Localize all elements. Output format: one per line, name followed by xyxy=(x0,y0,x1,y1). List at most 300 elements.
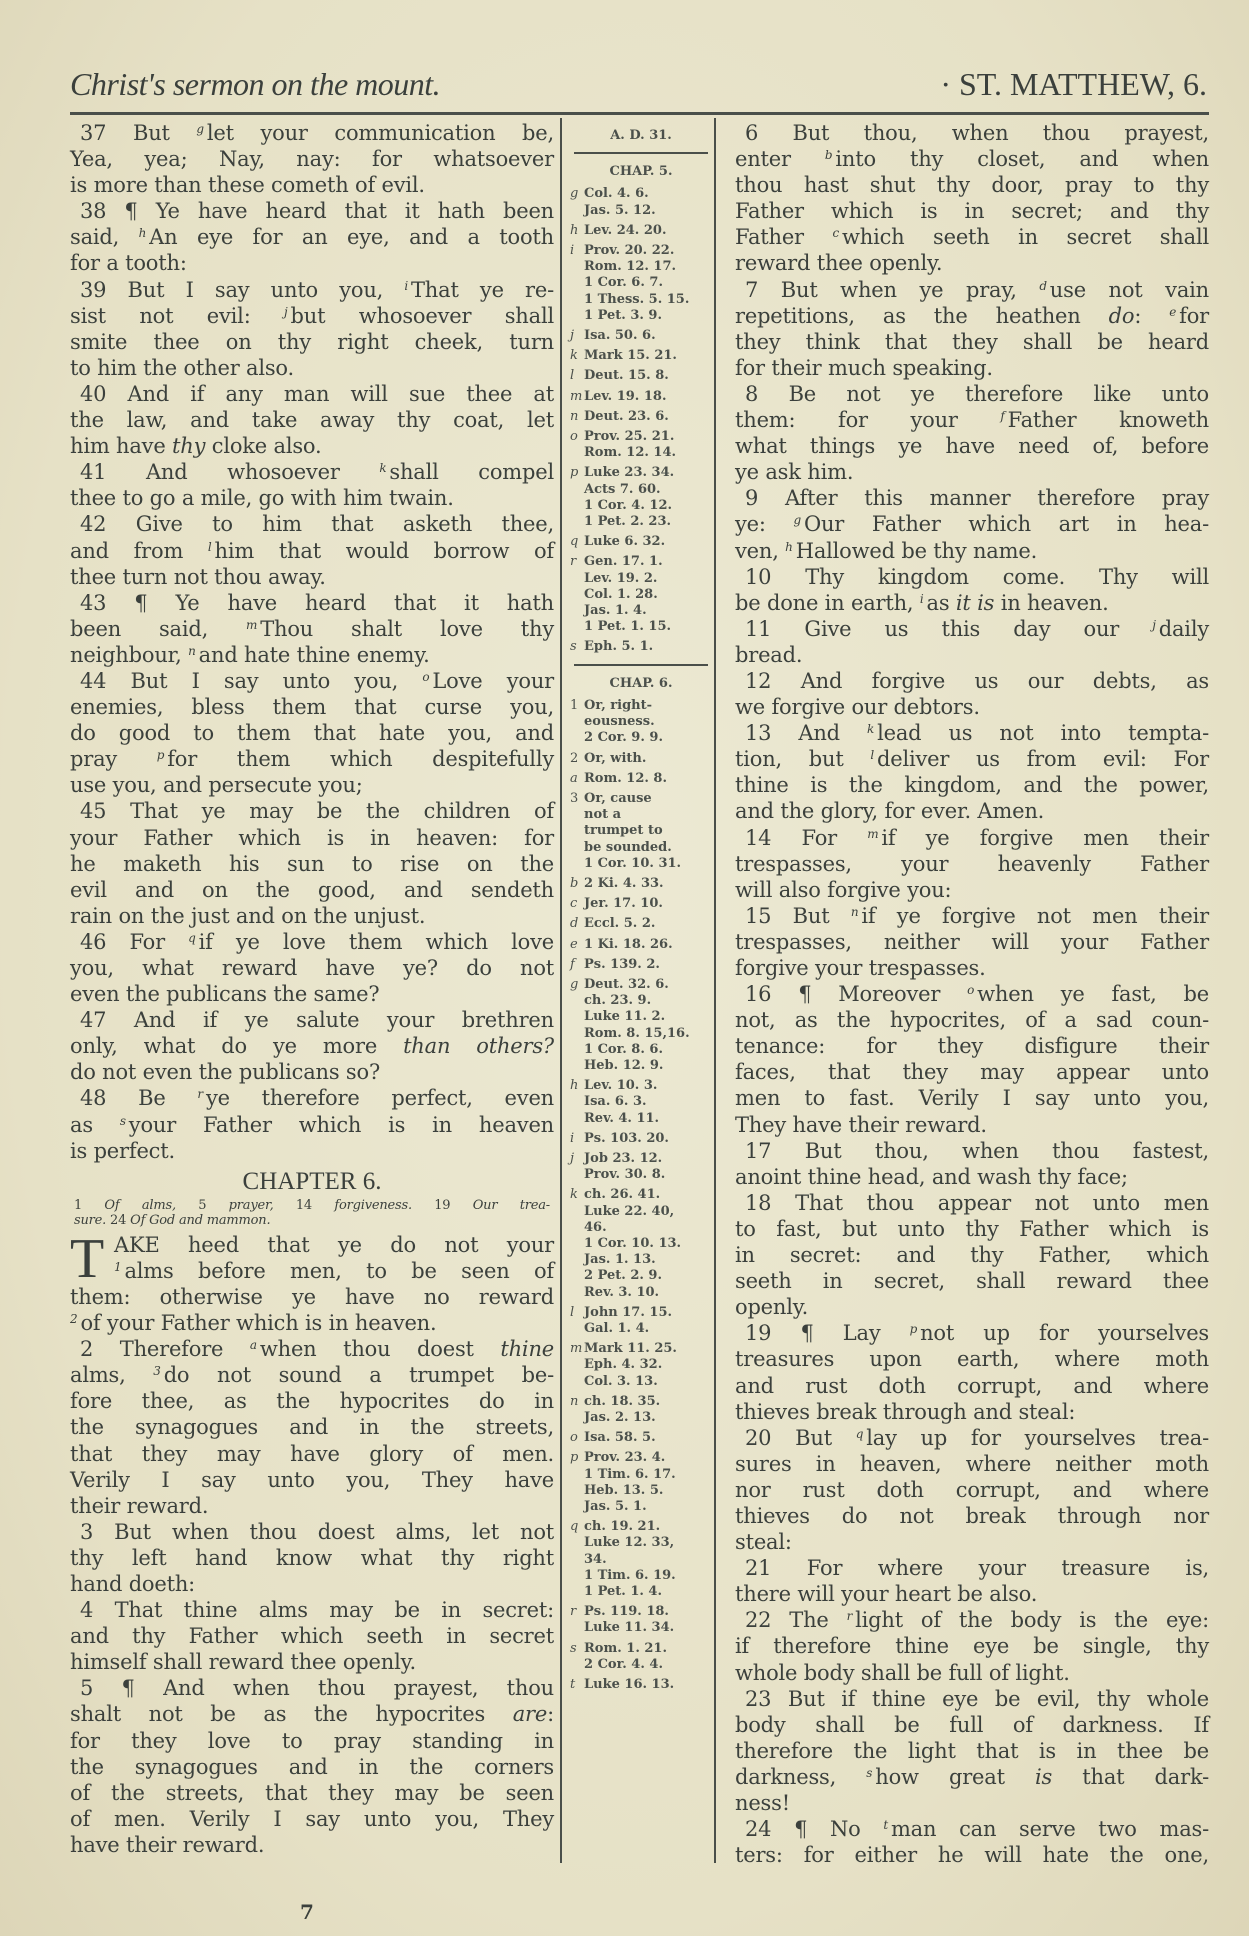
reference-mark: c xyxy=(570,896,578,912)
verse-paragraph xyxy=(70,459,554,511)
text-line: said, $^h$ An eye for an eye, and a tooth xyxy=(70,225,554,250)
verse-paragraph xyxy=(735,1138,1209,1190)
reference-line: 1 Cor. 8. 6. xyxy=(584,1041,663,1057)
text-line: 22 The $^r$ light of the body is the eye: xyxy=(745,1608,1209,1633)
italic-text: do xyxy=(1108,303,1135,328)
text-line: and from $^l$ him that would borrow of xyxy=(70,538,555,563)
cross-reference xyxy=(570,1677,712,1693)
reference-line: trumpet to xyxy=(584,823,663,839)
reference-line: p Prov. 23. 4. xyxy=(570,1450,666,1466)
reference-mark: r xyxy=(570,554,577,570)
text-line: of the streets, that they may be seen xyxy=(70,1780,554,1805)
text-line: do not even the publicans so? xyxy=(70,1060,381,1085)
reference-line: Luke 22. 40, xyxy=(584,1203,675,1219)
text-line: body shall be full of darkness. If xyxy=(735,1712,1209,1737)
reference-line: s Rom. 1. 21. xyxy=(570,1640,667,1656)
cross-reference xyxy=(570,409,712,425)
reference-mark: p xyxy=(909,1322,918,1337)
cross-reference xyxy=(570,1519,712,1600)
reference-line: b 2 Ki. 4. 33. xyxy=(570,875,664,891)
reference-line: Acts 7. 60. xyxy=(584,481,661,497)
cross-reference xyxy=(570,243,712,324)
text-line: pray $^p$ for them which despitefully xyxy=(70,747,554,772)
reference-line: not a xyxy=(584,807,622,823)
reference-line: 2 Or, with. xyxy=(570,750,647,766)
reference-mark: l xyxy=(570,1304,575,1320)
text-line: ness! xyxy=(735,1791,790,1815)
reference-line: Luke 12. 33, xyxy=(584,1535,675,1551)
reference-line: Rev. 3. 10. xyxy=(584,1284,660,1300)
reference-mark: m xyxy=(570,1341,583,1357)
reference-line: Rom. 12. 14. xyxy=(584,445,677,461)
verse-paragraph xyxy=(70,798,554,928)
text-line: Father which is in secret; and thy xyxy=(735,199,1209,224)
reference-mark: c xyxy=(832,226,839,241)
text-line: enemies, bless them that curse you, xyxy=(70,695,554,720)
cross-reference xyxy=(570,223,712,239)
cross-reference xyxy=(570,916,712,932)
text-line: is more than these cometh of evil. xyxy=(70,173,425,198)
reference-line: 1 Pet. 1. 15. xyxy=(584,619,672,635)
reference-mark: o xyxy=(570,1430,578,1446)
text-line: been said, $^m$ Thou shalt love thy xyxy=(70,616,554,641)
verse-paragraph xyxy=(70,511,554,589)
verse-paragraph xyxy=(70,1085,554,1163)
italic-text: Of alms, xyxy=(104,1197,176,1213)
text-line: and thy Father which seeth in secret xyxy=(70,1624,554,1649)
text-line: 14 For $^m$ if ye forgive men their xyxy=(745,825,1209,850)
column-divider-right xyxy=(714,118,716,1863)
reference-line: f Ps. 139. 2. xyxy=(570,956,660,972)
text-line: will also forgive you: xyxy=(735,877,952,902)
cross-reference xyxy=(570,1078,712,1127)
reference-line: q ch. 19. 21. xyxy=(570,1519,661,1535)
reference-mark: k xyxy=(570,348,578,364)
reference-mark: i xyxy=(919,591,924,606)
cross-reference xyxy=(570,957,712,973)
reference-line: 2 Cor. 4. 4. xyxy=(584,1656,663,1672)
reference-line: 1 Cor. 4. 12. xyxy=(584,497,673,513)
cross-reference xyxy=(570,465,712,530)
verse-paragraph xyxy=(735,616,1209,668)
text-line: 19 ¶ Lay $^p$ not up for yourselves xyxy=(745,1321,1210,1346)
text-line: the law, and take away thy coat, let xyxy=(70,408,554,433)
reference-mark: j xyxy=(570,1150,575,1166)
reference-line: h Lev. 10. 3. xyxy=(570,1078,658,1094)
reference-line: a Rom. 12. 8. xyxy=(570,770,667,786)
text-line: hand doeth: xyxy=(70,1571,196,1596)
reference-mark: g xyxy=(570,186,579,202)
text-line: They have their reward. xyxy=(735,1112,987,1137)
text-line: AKE heed that ye do not your xyxy=(114,1232,554,1257)
text-line: smite thee on thy right cheek, turn xyxy=(70,329,554,354)
margin-chapter-heading: CHAP. 5. xyxy=(609,164,673,180)
text-line: therefore the light that is in thee be xyxy=(735,1738,1209,1763)
text-line: 6 But thou, when thou prayest, xyxy=(745,121,1209,145)
reference-mark: h xyxy=(785,539,793,554)
text-line: and rust doth corrupt, and where xyxy=(735,1373,1209,1398)
reference-mark: 2 xyxy=(70,1312,78,1327)
italic-text: are xyxy=(512,1702,548,1727)
text-line: 37 But $^g$ let your communication be, xyxy=(80,121,554,145)
verse-paragraph xyxy=(70,1227,554,1336)
text-line: for their much speaking. xyxy=(735,355,993,380)
text-line: thee turn not thou away. xyxy=(70,564,326,589)
reference-line: be sounded. xyxy=(584,839,672,855)
cross-reference xyxy=(570,1131,712,1147)
reference-mark: l xyxy=(570,368,575,384)
text-line: 23 But if thine eye be evil, thy whole xyxy=(745,1686,1209,1711)
verse-paragraph xyxy=(70,1675,554,1858)
reference-mark: i xyxy=(404,278,408,293)
text-line: if therefore thine eye be single, thy xyxy=(735,1634,1209,1659)
verse-paragraph xyxy=(735,1190,1209,1320)
text-line: 17 But thou, when thou fastest, xyxy=(745,1138,1209,1163)
text-line: they think that they shall be heard xyxy=(735,329,1209,354)
reference-mark: h xyxy=(570,222,579,238)
reference-line: Prov. 30. 8. xyxy=(584,1167,666,1183)
italic-text: thy xyxy=(172,434,206,459)
reference-mark: s xyxy=(119,1113,126,1128)
reference-line: p Luke 23. 34. xyxy=(570,465,675,481)
cross-reference xyxy=(570,1430,712,1446)
text-line: anoint thine head, and wash thy face; xyxy=(735,1164,1128,1189)
text-line: have their reward. xyxy=(70,1832,265,1857)
text-line: thou hast shut thy door, pray to thy xyxy=(735,173,1209,198)
reference-line: 1 Tim. 6. 17. xyxy=(584,1466,676,1482)
reference-mark: d xyxy=(1039,278,1047,293)
text-line: fore thee, as the hypocrites do in xyxy=(70,1389,554,1414)
reference-mark: h xyxy=(138,226,147,241)
reference-line: Eph. 4. 32. xyxy=(584,1357,663,1373)
reference-mark: g xyxy=(570,976,579,992)
text-line: for they love to pray standing in xyxy=(70,1728,554,1753)
verse-paragraph xyxy=(735,903,1209,981)
column-divider-left xyxy=(560,118,562,1863)
verse-paragraph xyxy=(735,277,1209,381)
text-line: 12 And forgive us our debts, as xyxy=(745,668,1209,693)
reference-line: 2 Pet. 2. 9. xyxy=(584,1268,662,1284)
reference-line: 1 Thess. 5. 15. xyxy=(584,291,690,307)
text-line: thy left hand know what thy right xyxy=(70,1545,554,1570)
text-line: openly. xyxy=(735,1295,809,1320)
text-line: in secret: and thy Father, which xyxy=(735,1243,1209,1268)
text-line: their reward. xyxy=(70,1493,209,1518)
text-line: the synagogues and in the corners xyxy=(70,1754,554,1779)
text-line: enter $^b$ into thy closet, and when xyxy=(735,147,1209,172)
text-line: use you, and persecute you; xyxy=(70,773,363,798)
verse-paragraph xyxy=(735,120,1209,277)
reference-mark: g xyxy=(793,513,801,528)
text-line: is perfect. xyxy=(70,1138,175,1163)
reference-line: 1 Tim. 6. 19. xyxy=(584,1567,676,1583)
reference-line: Rom. 12. 17. xyxy=(584,259,677,275)
verse-paragraph xyxy=(70,929,554,1007)
reference-line: 1 Or, right- xyxy=(570,697,653,713)
reference-mark: q xyxy=(855,1426,864,1441)
reference-line: e 1 Ki. 18. 26. xyxy=(570,936,673,952)
text-line: neighbour, $^n$ and hate thine enemy. xyxy=(70,642,430,667)
text-line: we forgive our debtors. xyxy=(735,695,980,720)
italic-text: Our trea- xyxy=(472,1197,550,1213)
text-line: only, what do ye more than others? xyxy=(70,1034,554,1059)
reference-mark: l xyxy=(207,539,212,554)
text-line: shalt not be as the hypocrites are: xyxy=(70,1702,554,1727)
reference-mark: r xyxy=(197,1087,203,1102)
reference-line: Col. 1. 28. xyxy=(584,586,658,602)
cross-reference xyxy=(570,429,712,461)
reference-line: q Luke 6. 32. xyxy=(570,534,666,550)
reference-mark: q xyxy=(570,1519,579,1535)
text-line: 47 And if ye salute your brethren xyxy=(80,1008,554,1033)
text-line: bread. xyxy=(735,642,803,667)
verse-paragraph xyxy=(735,825,1209,903)
text-line: thine is the kingdom, and the power, xyxy=(735,773,1209,798)
italic-text: sure. xyxy=(74,1212,107,1228)
verse-paragraph xyxy=(70,1597,554,1675)
verse-paragraph xyxy=(735,668,1209,720)
text-line: treasures upon earth, where moth xyxy=(735,1347,1209,1372)
reference-mark: k xyxy=(570,1187,578,1203)
reference-line: s Eph. 5. 1. xyxy=(570,639,654,655)
reference-mark: s xyxy=(570,1640,577,1656)
reference-line: 34. xyxy=(584,1551,607,1567)
margin-rule xyxy=(574,152,708,154)
verse-paragraph xyxy=(735,381,1209,485)
italic-text: it is xyxy=(955,590,995,615)
reference-mark: d xyxy=(570,916,579,932)
marginal-references-column xyxy=(570,122,712,1697)
text-line: 21 For where your treasure is, xyxy=(745,1556,1209,1581)
text-line: thieves do not break through nor xyxy=(735,1503,1209,1528)
text-line: sist not evil: $^j$ but whosoever shall xyxy=(70,303,554,328)
text-line: sure. 24 Of God and mammon. xyxy=(74,1212,271,1228)
text-line: 4 That thine alms may be in secret: xyxy=(80,1598,554,1623)
text-line: Verily I say unto you, They have xyxy=(70,1467,554,1492)
reference-line: i Ps. 103. 20. xyxy=(570,1130,669,1146)
verse-paragraph xyxy=(70,198,554,276)
text-line: as $^s$ your Father which is in heaven xyxy=(70,1112,554,1137)
reference-line: Jas. 5. 1. xyxy=(584,1499,647,1515)
text-line: seeth in secret, shall reward thee xyxy=(735,1269,1209,1294)
reference-line: 1 Cor. 10. 13. xyxy=(584,1235,682,1251)
reference-line: r Ps. 119. 18. xyxy=(570,1604,669,1620)
reference-mark: n xyxy=(188,643,196,658)
cross-reference xyxy=(570,534,712,550)
text-line: thieves break through and steal: xyxy=(735,1399,1076,1424)
text-line: 48 Be $^r$ ye therefore perfect, even xyxy=(80,1086,554,1111)
verse-paragraph xyxy=(70,1519,554,1597)
reference-mark: k xyxy=(379,461,387,476)
reference-line: Rev. 4. 11. xyxy=(584,1110,660,1126)
reference-mark: m xyxy=(867,826,879,841)
reference-mark: 3 xyxy=(570,790,579,806)
reference-line: Luke 11. 2. xyxy=(584,1009,666,1025)
chapter-summary xyxy=(70,1198,554,1228)
text-line: that they may have glory of men. xyxy=(70,1441,554,1466)
text-line: 7 But when ye pray, $^d$ use not vain xyxy=(745,277,1209,302)
verse-paragraph xyxy=(70,668,554,798)
text-line: 45 That ye may be the children of xyxy=(80,799,554,824)
reference-mark: q xyxy=(188,930,196,945)
text-line: 41 And whosoever $^k$ shall compel xyxy=(80,460,554,485)
text-line: them: for your $^f$ Father knoweth xyxy=(735,408,1210,433)
running-head-title: Christ's sermon on the mount. xyxy=(70,66,441,102)
text-line: Father $^c$ which seeth in secret shall xyxy=(735,225,1209,250)
reference-mark: k xyxy=(867,722,875,737)
reference-line: 1 Cor. 6. 7. xyxy=(584,275,663,291)
header-rule xyxy=(70,112,1209,115)
text-line: 39 But I say unto you, $^i$ That ye re- xyxy=(80,277,554,302)
text-line: 42 Give to him that asketh thee, xyxy=(80,512,554,537)
reference-mark: f xyxy=(1000,409,1005,424)
reference-line: r Gen. 17. 1. xyxy=(570,554,663,570)
reference-line: ch. 23. 9. xyxy=(584,993,652,1009)
verse-paragraph xyxy=(735,1320,1209,1424)
reference-mark: p xyxy=(570,1450,579,1466)
reference-mark: e xyxy=(1169,304,1177,319)
text-line: of men. Verily I say unto you, They xyxy=(70,1806,554,1831)
reference-line: Jas. 1. 13. xyxy=(584,1252,656,1268)
text-line: 24 ¶ No $^t$ man can serve two mas- xyxy=(745,1817,1210,1842)
reference-line: i Prov. 20. 22. xyxy=(570,243,675,259)
cross-reference xyxy=(570,937,712,953)
text-line: him have thy cloke also. xyxy=(70,434,322,459)
drop-cap-initial: T xyxy=(70,1227,105,1290)
text-line: 20 But $^q$ lay up for yourselves trea- xyxy=(745,1425,1209,1450)
cross-reference xyxy=(570,896,712,912)
reference-line: n ch. 18. 35. xyxy=(570,1393,661,1409)
text-line: 40 And if any man will sue thee at xyxy=(80,381,554,406)
verse-paragraph xyxy=(735,1555,1209,1607)
reference-line: Lev. 19. 2. xyxy=(584,570,658,586)
reference-mark: b xyxy=(824,148,833,163)
cross-reference xyxy=(570,977,712,1074)
left-text-column xyxy=(70,120,554,1858)
text-line: your Father which is in heaven: for xyxy=(70,825,554,850)
reference-line: Gal. 1. 4. xyxy=(584,1321,650,1336)
text-line: sures in heaven, where neither moth xyxy=(735,1451,1209,1476)
verse-paragraph xyxy=(70,277,554,381)
text-line: 11 Give us this day our $^j$ daily xyxy=(745,616,1209,641)
reference-mark: o xyxy=(967,983,975,998)
reference-mark: h xyxy=(570,1078,579,1094)
text-line: trespasses, neither will your Father xyxy=(735,929,1209,954)
text-line: himself shall reward thee openly. xyxy=(70,1650,416,1675)
text-line: whole body shall be full of light. xyxy=(735,1660,1070,1685)
text-line: ye ask him. xyxy=(735,460,854,485)
text-line: 46 For $^q$ if ye love them which love xyxy=(80,929,554,954)
italic-text: prayer, xyxy=(228,1197,274,1213)
reference-line: k ch. 26. 41. xyxy=(570,1187,661,1203)
reference-mark: a xyxy=(249,1338,257,1353)
reference-mark: t xyxy=(883,1818,888,1833)
reference-mark: r xyxy=(570,1604,577,1620)
verse-paragraph xyxy=(735,720,1209,824)
reference-line: c Jer. 17. 10. xyxy=(570,896,663,912)
cross-reference xyxy=(570,751,712,767)
reference-line: t Luke 16. 13. xyxy=(570,1677,675,1693)
reference-mark: m xyxy=(246,617,258,632)
margin-chapter-heading: CHAP. 6. xyxy=(609,675,673,691)
reference-line: Col. 3. 13. xyxy=(584,1373,658,1389)
reference-line: Heb. 13. 5. xyxy=(584,1482,664,1498)
reference-line: 1 Cor. 10. 31. xyxy=(584,855,682,871)
text-line: 16 ¶ Moreover $^o$ when ye fast, be xyxy=(745,982,1209,1007)
italic-text: is xyxy=(1035,1764,1053,1789)
text-line: ven, $^h$ Hallowed be thy name. xyxy=(735,538,1038,563)
text-line: the synagogues and in the streets, xyxy=(70,1415,554,1440)
reference-line: Isa. 6. 3. xyxy=(584,1094,647,1110)
text-line: $^1$ alms before men, to be seen of xyxy=(114,1258,554,1283)
reference-mark: s xyxy=(570,639,577,655)
text-line: steal: xyxy=(735,1530,792,1555)
reference-line: l Deut. 15. 8. xyxy=(570,368,669,384)
running-head-book-chapter: · ST. MATTHEW, 6. xyxy=(940,66,1207,102)
text-line: he maketh his sun to rise on the xyxy=(70,851,554,876)
margin-rule xyxy=(574,664,708,666)
text-line: 44 But I say unto you, $^o$ Love your xyxy=(80,668,554,693)
text-line: do good to them that hate you, and xyxy=(70,721,554,746)
text-line: rain on the just and on the unjust. xyxy=(70,903,426,928)
reference-mark: i xyxy=(570,1130,575,1146)
reference-line: j Job 23. 12. xyxy=(570,1150,663,1166)
italic-text: than others? xyxy=(403,1034,554,1059)
cross-reference xyxy=(570,1341,712,1390)
cross-reference xyxy=(570,328,712,344)
reference-mark: r xyxy=(846,1609,853,1624)
cross-reference xyxy=(570,368,712,384)
text-line: $^2$ of your Father which is in heaven. xyxy=(70,1311,437,1336)
verse-paragraph xyxy=(70,590,554,668)
cross-reference xyxy=(570,186,712,218)
verse-paragraph xyxy=(735,564,1209,616)
reference-mark: n xyxy=(570,1393,579,1409)
reference-mark: b xyxy=(570,875,579,891)
right-text-column xyxy=(735,120,1209,1868)
cross-reference xyxy=(570,1450,712,1515)
reference-mark: n xyxy=(850,904,859,919)
text-line: alms, $^3$ do not sound a trumpet be- xyxy=(70,1363,555,1388)
reference-line: o Prov. 25. 21. xyxy=(570,429,675,445)
reference-line: Jas. 2. 13. xyxy=(584,1410,656,1426)
reference-mark: j xyxy=(1152,617,1156,632)
text-line: 8 Be not ye therefore like unto xyxy=(745,381,1209,406)
text-line: 18 That thou appear not unto men xyxy=(745,1190,1209,1215)
reference-line: k Mark 15. 21. xyxy=(570,348,677,364)
reference-mark: 3 xyxy=(153,1364,161,1379)
reference-mark: p xyxy=(156,748,165,763)
cross-reference xyxy=(570,389,712,405)
text-line: for a tooth: xyxy=(70,251,187,276)
cross-reference xyxy=(570,1394,712,1426)
text-line: and the glory, for ever. Amen. xyxy=(735,799,1045,824)
reference-line: d Eccl. 5. 2. xyxy=(570,916,656,932)
text-line: tion, but $^l$ deliver us from evil: For xyxy=(735,747,1209,772)
reference-mark: l xyxy=(870,748,874,763)
reference-line: 1 Pet. 2. 23. xyxy=(584,514,672,530)
text-line: repetitions, as the heathen do: $^e$ for xyxy=(735,303,1209,328)
text-line: 15 But $^n$ if ye forgive not men their xyxy=(745,903,1210,928)
reference-line: m Mark 11. 25. xyxy=(570,1341,677,1357)
reference-line: Luke 11. 34. xyxy=(584,1620,675,1636)
text-line: 43 ¶ Ye have heard that it hath xyxy=(80,590,554,615)
reference-line: j Isa. 50. 6. xyxy=(570,328,656,344)
verse-paragraph xyxy=(735,1607,1209,1685)
cross-reference xyxy=(570,554,712,635)
reference-line: h Lev. 24. 20. xyxy=(570,222,667,238)
reference-line: Jas. 1. 4. xyxy=(584,603,647,619)
